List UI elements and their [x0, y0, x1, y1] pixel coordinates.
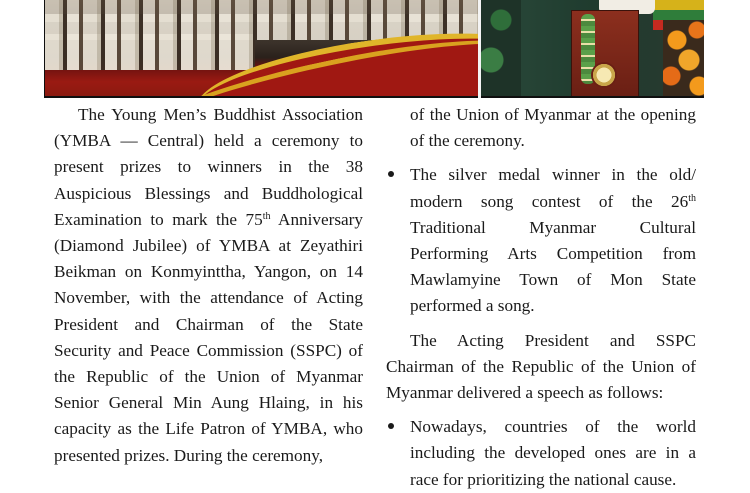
bullet-text: Traditional Myanmar Cultural Performing Arts Competition from Mawlamyine Town of Mon State performed a song. — [410, 217, 696, 316]
bullet-icon — [388, 171, 394, 177]
ordinal-suffix: th — [688, 192, 696, 204]
continuation-text: of the Union of Myanmar at the opening of the ceremony. — [410, 105, 696, 151]
article-paragraph: The Acting President and SSPC Chairman of the Republic of the Union of Myanmar delivered a speech as follows: — [386, 330, 696, 403]
plant-decoration — [481, 0, 521, 96]
article-column-right — [386, 102, 696, 493]
bullet-item — [386, 414, 696, 493]
article-column-left — [54, 102, 363, 469]
audience-row — [45, 34, 255, 70]
article-paragraph — [54, 102, 363, 469]
paragraph-text: Anniversary (Diamond Jubilee) of YMBA at Zeyathiri Beikman on Konmyinttha, Yangon, on 14 November, with the attendance of Acting President and Chairman of the State Security and Peace Commission (SSPC) of the Republic of the Union of Myanmar Senior General Min Aung Hlaing, in his capacity as the Life Patron of YMBA, who presented prizes. During the ceremony, — [54, 209, 363, 465]
paragraph-text: The Young Men’s Buddhist Association (YMBA — Central) held a ceremony to present prizes to winners in the 38 Auspicious Blessings and Buddhological Examination to mark the 75 — [54, 105, 363, 229]
flower-bouquet — [663, 20, 704, 96]
bullet-text: Nowadays, countries of the world including the developed ones are in a race for prioritizing the national cause. — [410, 417, 696, 489]
speaker-photo — [481, 0, 704, 96]
bullet-icon — [388, 423, 394, 429]
ordinal-suffix: th — [262, 210, 271, 222]
bullet-item — [386, 162, 696, 319]
podium-emblem-icon — [591, 62, 617, 88]
audience-photo — [45, 0, 478, 96]
photo-strip — [44, 0, 704, 98]
bullet-text: The silver medal winner in the old/ modern song contest of the 26 — [410, 165, 696, 211]
